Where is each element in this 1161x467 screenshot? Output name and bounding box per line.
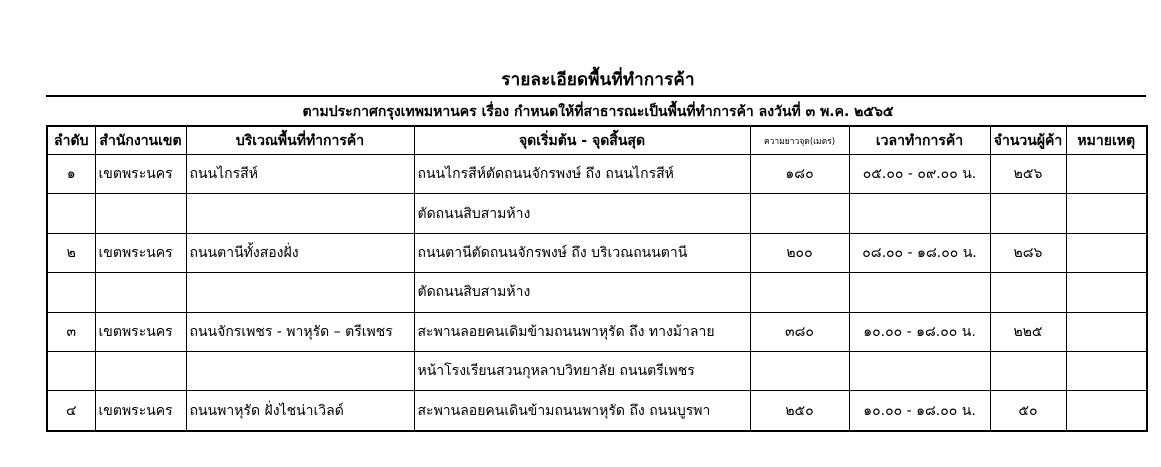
header-cell: ลำดับ (47, 126, 95, 155)
table-cell: เขตพระนคร (95, 312, 186, 351)
table-cell: ๑๐.๐๐ - ๑๘.๐๐ น. (849, 312, 990, 351)
table-cell (990, 194, 1066, 233)
header-cell: หมายเหตุ (1066, 126, 1147, 155)
table-cell (95, 194, 186, 233)
table-header-row (47, 126, 1147, 155)
table-cell: เขตพระนคร (95, 233, 186, 272)
table-cell (1066, 391, 1147, 431)
title-rule (46, 95, 1146, 97)
table-cell (849, 352, 990, 391)
table-row (47, 312, 1147, 351)
document-title: รายละเอียดพื้นที่ทำการค้า (501, 70, 695, 90)
table-body (47, 155, 1147, 432)
table-cell: ถนนพาหุรัด ฝั่งไชน่าเวิลด์ (186, 391, 414, 431)
table-cell (186, 352, 414, 391)
table-cell: ถนนตานีตัดถนนจักรพงษ์ ถึง บริเวณถนนตานี (414, 233, 750, 272)
table-cell: ๓ (47, 312, 95, 351)
table-cell (1066, 155, 1147, 194)
table-cell (849, 194, 990, 233)
table-cell: ตัดถนนสิบสามห้าง (414, 194, 750, 233)
table-cell (1066, 233, 1147, 272)
table-cell (95, 352, 186, 391)
table-cell (750, 352, 849, 391)
table-cell: ๒ (47, 233, 95, 272)
table-cell (849, 273, 990, 312)
header-cell: จำนวนผู้ค้า (990, 126, 1066, 155)
table-cell: หน้าโรงเรียนสวนกุหลาบวิทยาลัย ถนนตรีเพชร (414, 352, 750, 391)
table-cell: ถนนไกรสีห์ (186, 155, 414, 194)
header-cell: ความยาวจุด(เมตร) (750, 126, 849, 155)
table-cell: ถนนจักรเพชร - พาหุรัด – ตรีเพชร (186, 312, 414, 351)
table-cell: สะพานลอยคนเดินข้ามถนนพาหุรัด ถึง ถนนบูรพา (414, 391, 750, 431)
table-cell: ๐๘.๐๐ - ๑๘.๐๐ น. (849, 233, 990, 272)
table-cell: ๔ (47, 391, 95, 431)
table-cell: ถนนตานีทั้งสองฝั่ง (186, 233, 414, 272)
header-cell: สำนักงานเขต (95, 126, 186, 155)
table-cell: ตัดถนนสิบสามห้าง (414, 273, 750, 312)
table-row (47, 155, 1147, 194)
table-row (47, 273, 1147, 312)
table-cell: ถนนไกรสีห์ตัดถนนจักรพงษ์ ถึง ถนนไกรสีห์ (414, 155, 750, 194)
table-cell (186, 194, 414, 233)
table-cell (95, 273, 186, 312)
table-cell (990, 352, 1066, 391)
table-cell (750, 194, 849, 233)
table-cell (47, 194, 95, 233)
table-cell: ๒๐๐ (750, 233, 849, 272)
header-cell: จุดเริ่มต้น - จุดสิ้นสุด (414, 126, 750, 155)
document-subtitle: ตามประกาศกรุงเทพมหานคร เรื่อง กำหนดให้ที่สาธารณะเป็นพื้นที่ทำการค้า ลงวันที่ ๓ พ.ค. ๒๕๖๕ (302, 104, 894, 120)
header-cell: เวลาทำการค้า (849, 126, 990, 155)
table-cell (990, 273, 1066, 312)
header-cell: บริเวณพื้นที่ทำการค้า (186, 126, 414, 155)
table-cell: ๒๕๐ (750, 391, 849, 431)
trade-area-table (46, 125, 1148, 432)
table-cell: ๑ (47, 155, 95, 194)
table-cell (750, 273, 849, 312)
table-row (47, 391, 1147, 431)
table-cell: สะพานลอยคนเดิมข้ามถนนพาหุรัด ถึง ทางม้าลาย (414, 312, 750, 351)
table-cell: ๓๘๐ (750, 312, 849, 351)
table-cell: ๑๘๐ (750, 155, 849, 194)
table-cell: ๒๒๕ (990, 312, 1066, 351)
table-row (47, 194, 1147, 233)
table-cell (1066, 194, 1147, 233)
table-cell: ๑๐.๐๐ - ๑๘.๐๐ น. (849, 391, 990, 431)
table-cell: ๒๘๖ (990, 233, 1066, 272)
table-cell (1066, 273, 1147, 312)
table-row (47, 352, 1147, 391)
table-cell: เขตพระนคร (95, 391, 186, 431)
table-cell (47, 352, 95, 391)
table-cell: เขตพระนคร (95, 155, 186, 194)
table-cell (1066, 352, 1147, 391)
table-cell: ๒๕๖ (990, 155, 1066, 194)
table-cell: ๐๕.๐๐ - ๐๙.๐๐ น. (849, 155, 990, 194)
table-row (47, 233, 1147, 272)
table-cell (47, 273, 95, 312)
table-cell (186, 273, 414, 312)
table-cell: ๕๐ (990, 391, 1066, 431)
table-cell (1066, 312, 1147, 351)
